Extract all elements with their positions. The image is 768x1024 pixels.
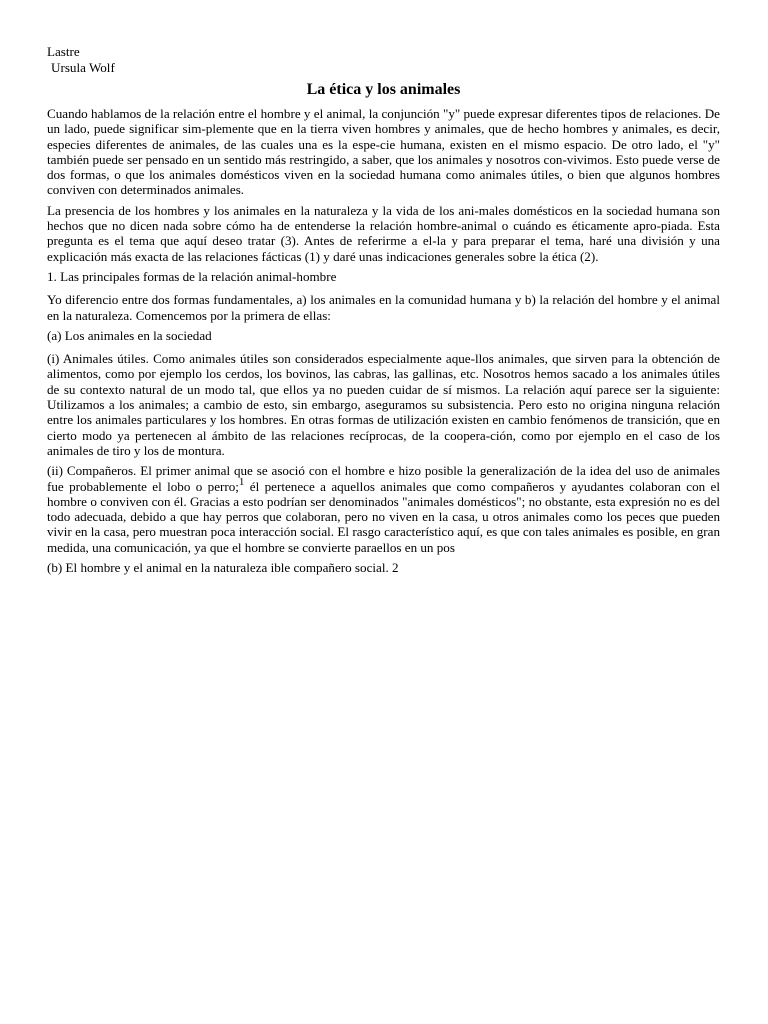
paragraph-forms: Yo diferencio entre dos formas fundamentales, a) los animales en la comunidad humana y b) la relación del hombre y el animal en la naturaleza. Comencemos por la primera de ellas: [47, 292, 720, 323]
section-heading-1: 1. Las principales formas de la relación animal-hombre [47, 268, 337, 284]
author-line-2: Ursula Wolf [51, 60, 115, 75]
paragraph-presence: La presencia de los hombres y los animales en la naturaleza y la vida de los ani-males domésticos en la sociedad humana son hechos que no dicen nada sobre cómo ha de entenderse la relación hombre-animal o cuándo es éticamente apro-piada. Esta pregunta es el tema que aquí deseo tratar (3). Antes de referirme a el-la y para preparar el tema, haré una división y una explicación más exacta de las relaciones fácticas (1) y daré unas indicaciones generales sobre la ética (2). [47, 202, 720, 264]
document-page [47, 44, 720, 580]
footnote-marker: 1 [238, 475, 245, 488]
paragraph-intro: Cuando hablamos de la relación entre el hombre y el animal, la conjunción "y" puede expresar diferentes tipos de relaciones. De un lado, puede significar sim-plemente que en la tierra viven hombres y animales, que de hecho hombres y animales, es decir, especies diferentes de animales, de las cuales una es la espe-cie humana, existen en el mismo espacio. De otro lado, el "y" también puede ser pensado en un sentido más restringido, a saber, que los animales y nosotros con-vivimos. Esto puede verse de dos formas, o que los animales domésticos viven en la sociedad humana como animales útiles, o bien que algunos hombres conviven con determinados animales. [47, 106, 720, 198]
companions-text-part-1: (ii) Compañeros. El primer animal que se asoció con el hombre e hizo posible la generalización de la idea del uso de animales fue probablemente el lobo o perro; [47, 463, 720, 494]
paragraph-nature: (b) El hombre y el animal en la naturaleza ible compañero social. 2 [47, 560, 399, 576]
paragraph-companions [47, 463, 720, 555]
subsection-heading-a: (a) Los animales en la sociedad [47, 327, 212, 343]
companions-text-part-2: él pertenece a aquellos animales que como compañeros y ayudantes colaboran con el hombre o conviven con él. Gracias a esto podrían ser denominados "animales domésticos"; no obstante, esta expresión no es del todo adecuada, debido a que hay perros que colaboran, pero no viven en la casa, u otros animales como los peces que pueden vivir en la casa, pero muestran poca interacción social. El rasgo característico aquí, es que con tales animales es posible, en gran medida, una comunicación, ya que el hombre se convierte paraellos en un pos [47, 478, 720, 555]
document-title: La ética y los animales [306, 81, 461, 98]
author-line-1: Lastre [47, 44, 80, 59]
paragraph-useful-animals: (i) Animales útiles. Como animales útiles son considerados especialmente aque-llos animales, que sirven para la obtención de alimentos, como por ejemplo los cerdos, los bovinos, las cabras, las gallinas, etc. Nosotros hemos sacado a los animales útiles de su contexto natural de un modo tal, que ellos ya no pueden cuidar de sí mismos. La relación aquí parece ser la siguiente: Utilizamos a los animales; a cambio de esto, sin embargo, aseguramos su subsistencia. Pero esto no origina ninguna relación entre los animales particulares y los hombres. En otras formas de utilización existen en cambio fenómenos de transición, que en cierto modo ya pertenecen al ámbito de las relaciones recíprocas, de la coopera-ción, como por ejemplo en el caso de los animales de tiro y los de montura. [47, 351, 720, 458]
